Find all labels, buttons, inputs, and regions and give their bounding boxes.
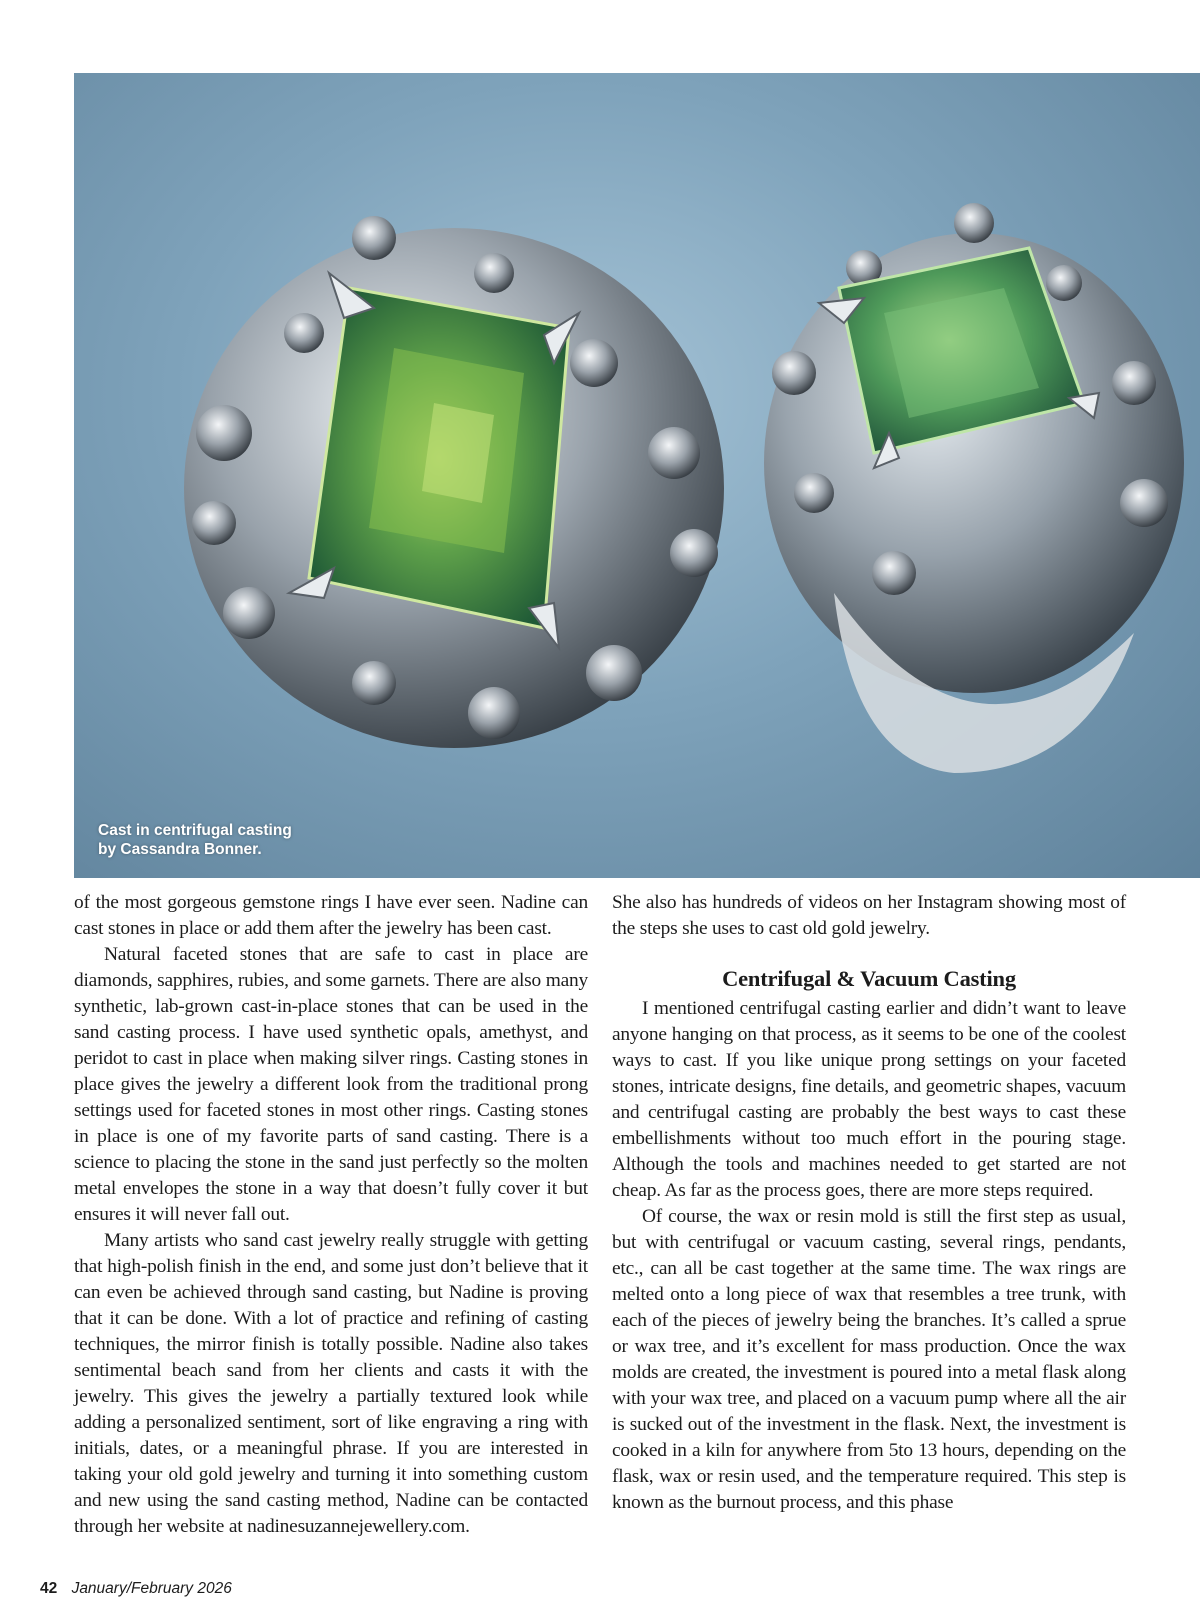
caption-line-1: Cast in centrifugal casting [98,822,292,839]
left-paragraph-2: Natural faceted stones that are safe to cast in place are diamonds, sapphires, rubies, and some garnets. There are also many synthetic, lab-grown cast-in-place stones that can be used in the sand casting process. I have used synthetic opals, amethyst, and peridot to cast in place when making silver rings. Casting stones in place gives the jewelry a different look from the traditional prong settings used for faceted stones in most other rings. Casting stones in place is one of my favorite parts of sand casting. There is a science to placing the stone in the sand just perfectly so the molten metal envelopes the stone in a way that doesn’t fully cover it but ensures it will never fall out. [74,944,588,1225]
left-paragraph-3: Many artists who sand cast jewelry really struggle with getting that high-polish finish in the end, and some just don’t believe that it can even be achieved through sand casting, but Nadine is proving that it can be done. With a lot of practice and refining of casting techniques, the mirror finish is totally possible. Nadine also takes sentimental beach sand from her clients and casts it with the jewelry. This gives the jewelry a partially textured look while adding a personalized sentiment, sort of like engraving a ring with initials, dates, or a meaningful phrase. If you are interested in taking your old gold jewelry and turning it into something custom and new using the sand casting method, Nadine can be contacted through her website at nadinesuzannejewellery.com. [74,1230,588,1537]
right-column [612,890,1126,1516]
photo-caption [98,821,292,859]
left-paragraph-1: of the most gorgeous gemstone rings I have ever seen. Nadine can cast stones in place or add them after the jewelry has been cast. [74,892,588,939]
section-heading: Centrifugal & Vacuum Casting [722,966,1016,991]
page-footer [40,1580,232,1598]
caption-line-2: by Cassandra Bonner. [98,841,262,858]
right-paragraph-1: She also has hundreds of videos on her Instagram showing most of the steps she uses to cast old gold jewelry. [612,892,1126,939]
issue-date: January/February 2026 [71,1580,232,1597]
page-number: 42 [40,1580,58,1597]
right-paragraph-3: Of course, the wax or resin mold is still the first step as usual, but with centrifugal or vacuum casting, several rings, pendants, etc., can all be cast together at the same time. The wax rings are melted onto a long piece of wax that resembles a tree trunk, with each of the pieces of jewelry being the branches. It’s called a sprue or wax tree, and it’s excellent for mass production. Once the wax molds are created, the investment is poured into a metal flask along with your wax tree, and placed on a vacuum pump where all the air is sucked out of the investment in the flask. Next, the investment is cooked in a kiln for anywhere from 5to 13 hours, depending on the flask, wax or resin used, and the temperature required. This step is known as the burnout process, and this phase [612,1206,1126,1513]
right-paragraph-2: I mentioned centrifugal casting earlier and didn’t want to leave anyone hanging on that process, as it seems to be one of the coolest ways to cast. If you like unique prong settings on your faceted stones, intricate designs, fine details, and geometric shapes, vacuum and centrifugal casting are probably the best ways to cast these embellishments without too much effort in the pouring stage. Although the tools and machines needed to get started are not cheap. As far as the process goes, there are more steps required. [612,998,1126,1201]
left-column [74,890,588,1540]
ring-illustration [74,73,1200,878]
ring-photo [74,73,1200,878]
